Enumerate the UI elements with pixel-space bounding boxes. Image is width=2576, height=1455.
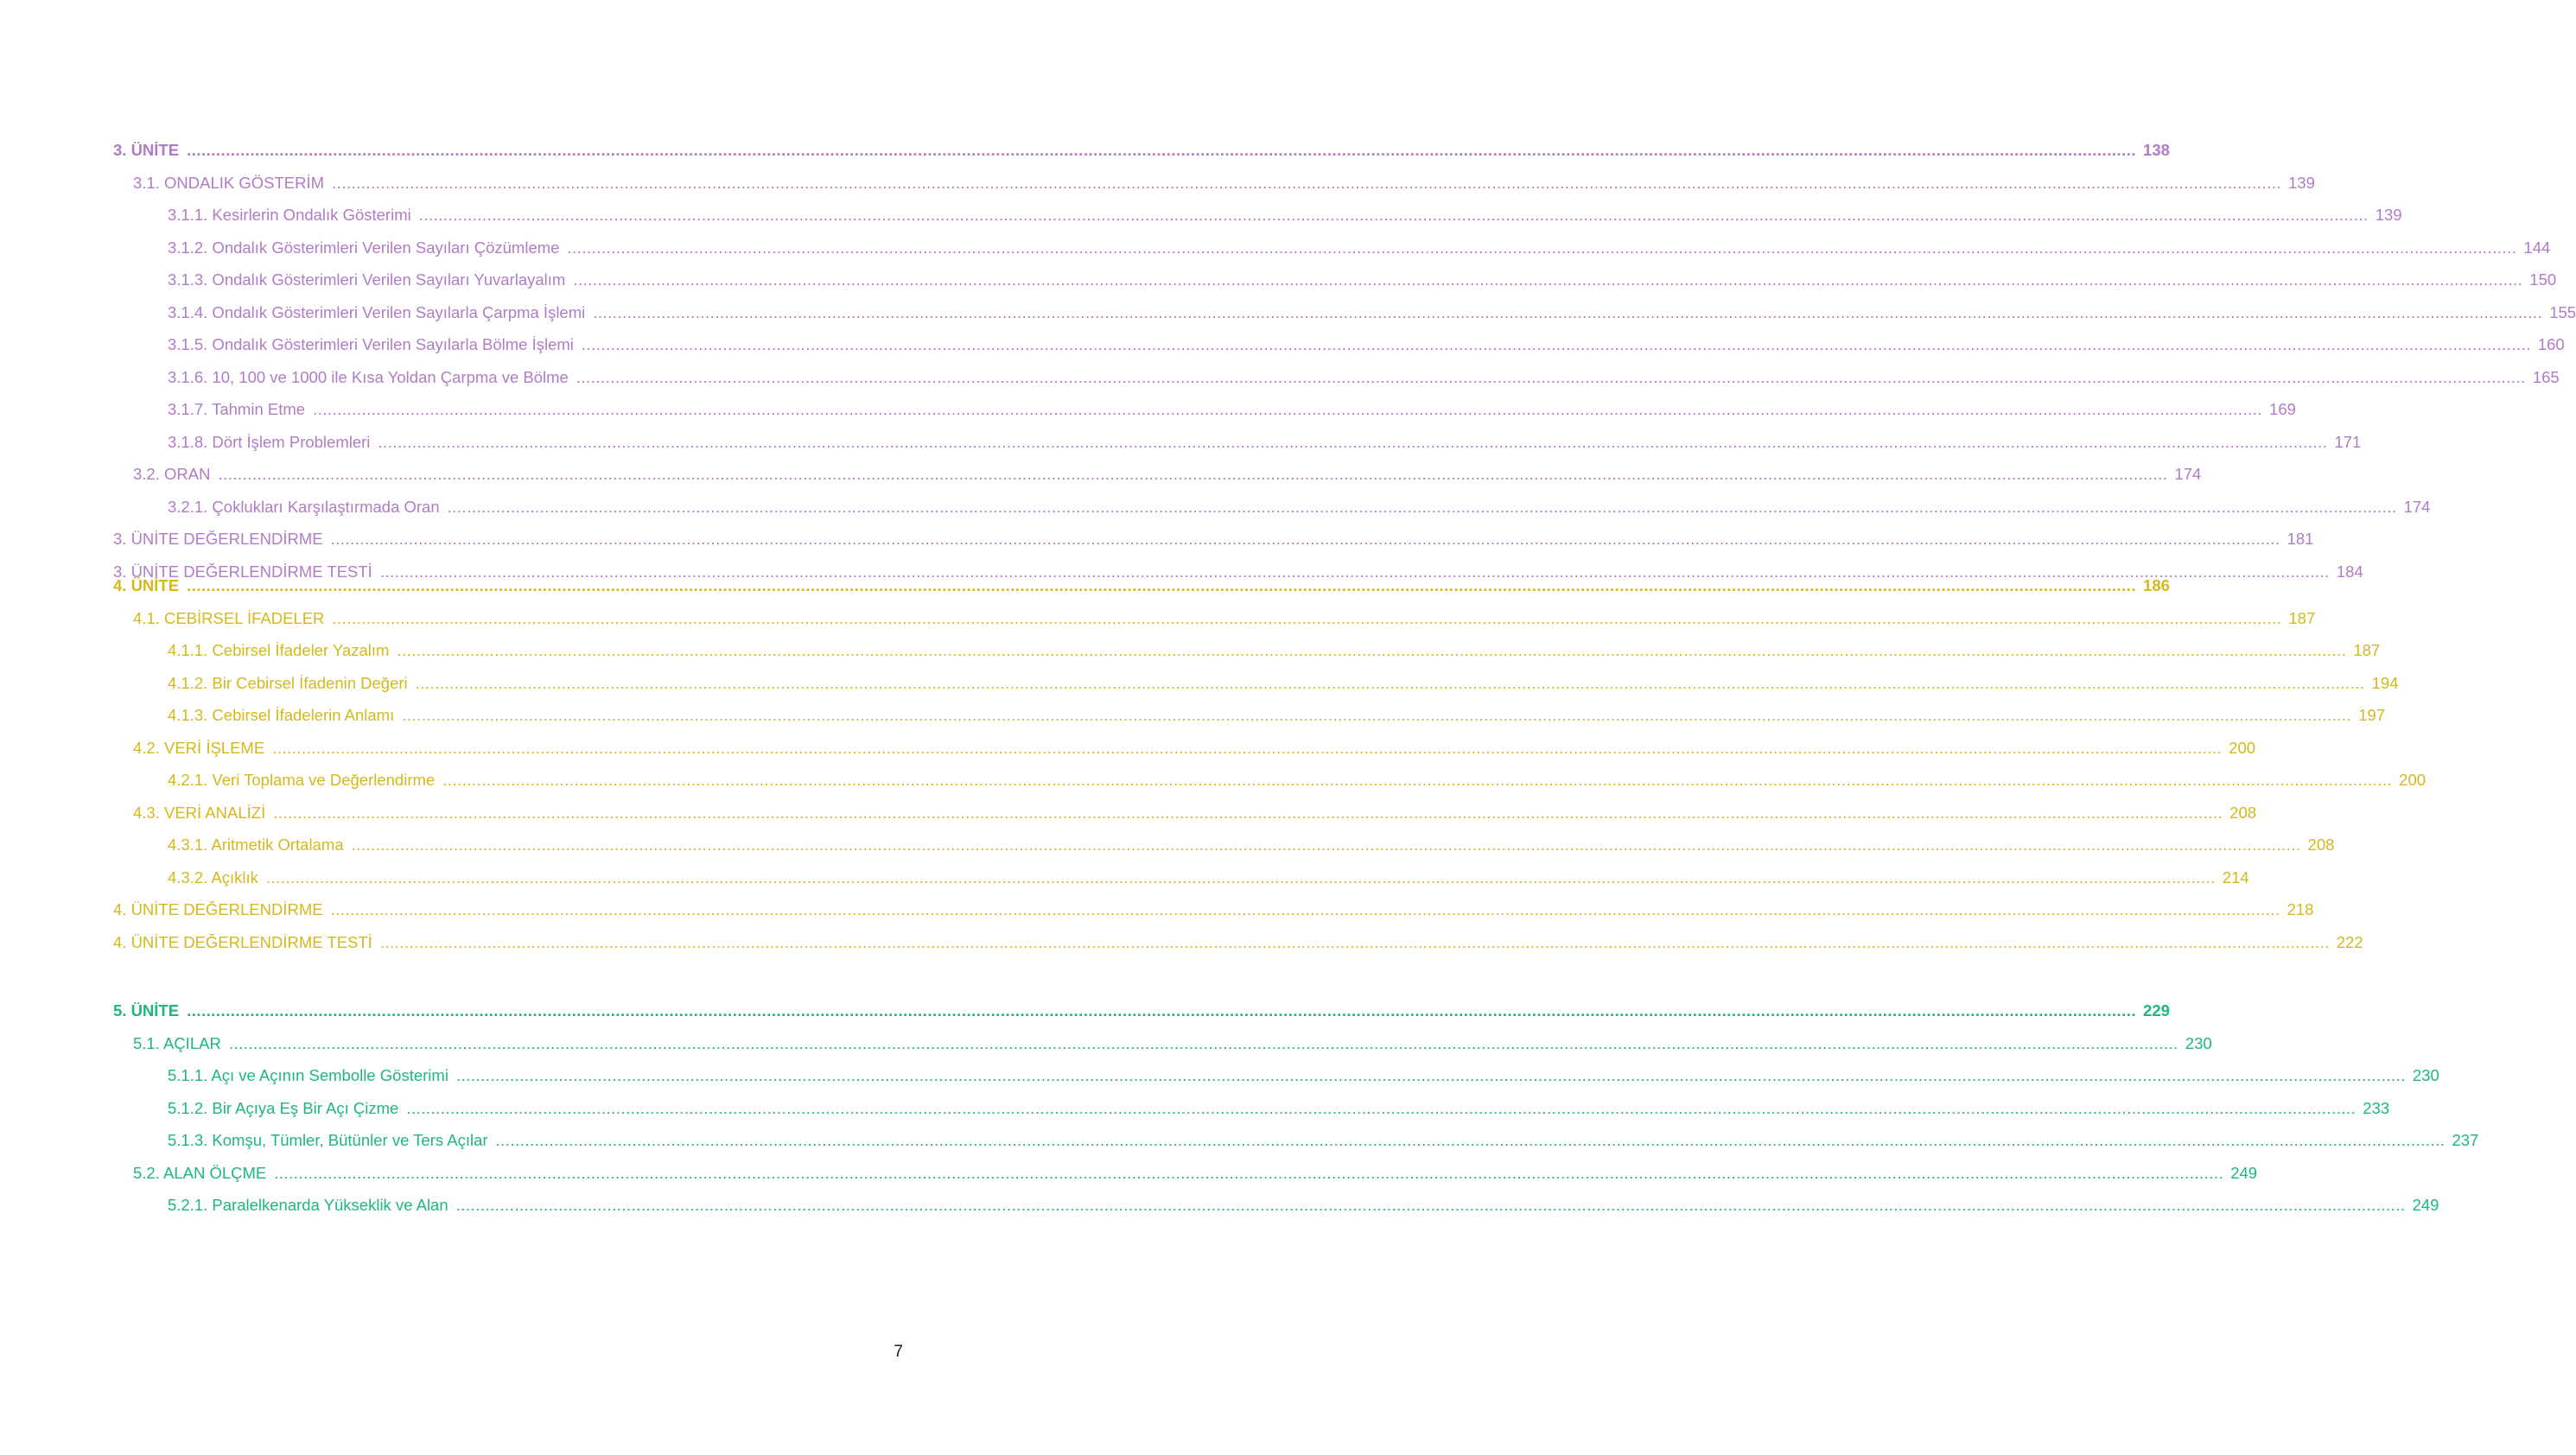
toc-entry[interactable] bbox=[168, 333, 2565, 357]
toc-entry[interactable] bbox=[113, 527, 2314, 551]
dot-leader: ................................................................................................................................................................................................................................................................................................................................................................................................................ bbox=[415, 673, 2365, 692]
toc-entry-title: 3. ÜNİTE bbox=[113, 141, 180, 159]
toc-entry-page: 229 bbox=[2143, 1001, 2170, 1020]
toc-entry-page: 237 bbox=[2452, 1131, 2479, 1149]
toc-entry-page: 184 bbox=[2336, 562, 2363, 581]
dot-leader: ................................................................................................................................................................................................................................................................................................................................................................................................................ bbox=[265, 867, 2216, 886]
dot-leader: ................................................................................................................................................................................................................................................................................................................................................................................................................ bbox=[272, 738, 2223, 757]
dot-leader: ................................................................................................................................................................................................................................................................................................................................................................................................................ bbox=[495, 1131, 2446, 1149]
toc-entry-page: 194 bbox=[2371, 673, 2399, 692]
toc-entry-page: 139 bbox=[2375, 206, 2402, 224]
toc-entry[interactable] bbox=[113, 999, 2170, 1023]
toc-entry-title: 5.1.1. Açı ve Açının Sembolle Gösterimi bbox=[168, 1066, 448, 1084]
toc-entry[interactable] bbox=[133, 607, 2316, 631]
toc-entry-title: 3.2.1. Çoklukları Karşılaştırmada Oran bbox=[168, 497, 440, 516]
dot-leader: ................................................................................................................................................................................................................................................................................................................................................................................................................ bbox=[397, 641, 2347, 659]
toc-entry-title: 3.1.1. Kesirlerin Ondalık Gösterimi bbox=[168, 206, 411, 224]
toc-entry[interactable] bbox=[168, 365, 2560, 390]
toc-entry-title: 4.1. CEBİRSEL İFADELER bbox=[133, 608, 325, 627]
toc-entry-title: 4.3.2. Açıklık bbox=[168, 867, 258, 886]
dot-leader: ................................................................................................................................................................................................................................................................................................................................................................................................................ bbox=[576, 367, 2526, 386]
toc-entry-page: 208 bbox=[2229, 803, 2257, 822]
toc-entry-page: 169 bbox=[2269, 400, 2296, 418]
toc-entry-title: 4.1.3. Cebirsel İfadelerin Anlamı bbox=[168, 706, 395, 724]
toc-entry[interactable] bbox=[168, 268, 2557, 292]
toc-entry-page: 200 bbox=[2229, 738, 2256, 757]
toc-entry-page: 144 bbox=[2523, 238, 2551, 257]
dot-leader: ................................................................................................................................................................................................................................................................................................................................................................................................................ bbox=[187, 576, 2137, 594]
toc-entry-page: 160 bbox=[2537, 335, 2565, 353]
toc-entry[interactable] bbox=[133, 1161, 2258, 1185]
toc-entry-page: 208 bbox=[2307, 836, 2335, 854]
toc-entry-page: 233 bbox=[2363, 1098, 2390, 1117]
dot-leader: ................................................................................................................................................................................................................................................................................................................................................................................................................ bbox=[379, 932, 2330, 951]
dot-leader: ................................................................................................................................................................................................................................................................................................................................................................................................................ bbox=[378, 432, 2328, 451]
toc-entry[interactable] bbox=[168, 639, 2381, 663]
toc-entry-title: 5.1.2. Bir Açıya Eş Bir Açı Çizme bbox=[168, 1098, 399, 1117]
toc-entry[interactable] bbox=[113, 574, 2170, 598]
toc-entry-page: 174 bbox=[2403, 497, 2431, 516]
dot-leader: ................................................................................................................................................................................................................................................................................................................................................................................................................ bbox=[593, 302, 2543, 321]
dot-leader: ................................................................................................................................................................................................................................................................................................................................................................................................................ bbox=[406, 1098, 2357, 1117]
toc-entry-title: 3.1.3. Ondalık Gösterimleri Verilen Sayıları Yuvarlayalım bbox=[168, 270, 566, 289]
dot-leader: ................................................................................................................................................................................................................................................................................................................................................................................................................ bbox=[379, 562, 2330, 581]
dot-leader: ................................................................................................................................................................................................................................................................................................................................................................................................................ bbox=[581, 335, 2531, 353]
toc-entry-page: 186 bbox=[2143, 576, 2170, 594]
toc-entry[interactable] bbox=[168, 671, 2399, 696]
toc-entry-title: 4.2.1. Veri Toplama ve Değerlendirme bbox=[168, 771, 436, 789]
toc-entry[interactable] bbox=[168, 495, 2431, 519]
toc-entry[interactable] bbox=[168, 301, 2576, 325]
toc-entry-page: 249 bbox=[2230, 1163, 2258, 1182]
toc-entry-title: 5.1. AÇILAR bbox=[133, 1033, 221, 1052]
dot-leader: ................................................................................................................................................................................................................................................................................................................................................................................................................ bbox=[273, 803, 2223, 822]
dot-leader: ................................................................................................................................................................................................................................................................................................................................................................................................................ bbox=[442, 771, 2393, 789]
toc-entry-title: 5. ÜNİTE bbox=[113, 1001, 180, 1020]
toc-entry-title: 3.1.7. Tahmin Etme bbox=[168, 400, 306, 418]
toc-entry-title: 5.2. ALAN ÖLÇME bbox=[133, 1163, 267, 1182]
dot-leader: ................................................................................................................................................................................................................................................................................................................................................................................................................ bbox=[332, 608, 2282, 627]
toc-entry[interactable] bbox=[168, 1096, 2390, 1121]
dot-leader: ................................................................................................................................................................................................................................................................................................................................................................................................................ bbox=[455, 1196, 2406, 1214]
toc-entry-title: 4. ÜNİTE bbox=[113, 576, 180, 594]
dot-leader: ................................................................................................................................................................................................................................................................................................................................................................................................................ bbox=[402, 706, 2352, 724]
toc-entry-page: 155 bbox=[2549, 302, 2576, 321]
toc-entry[interactable] bbox=[168, 703, 2386, 728]
toc-entry[interactable] bbox=[133, 462, 2202, 486]
toc-entry-title: 4.1.2. Bir Cebirsel İfadenin Değeri bbox=[168, 673, 408, 692]
dot-leader: ................................................................................................................................................................................................................................................................................................................................................................................................................ bbox=[274, 1163, 2224, 1182]
dot-leader: ................................................................................................................................................................................................................................................................................................................................................................................................................ bbox=[187, 141, 2137, 159]
toc-entry-page: 174 bbox=[2174, 465, 2202, 483]
dot-leader: ................................................................................................................................................................................................................................................................................................................................................................................................................ bbox=[573, 270, 2523, 289]
toc-entry[interactable] bbox=[168, 397, 2296, 422]
toc-entry[interactable] bbox=[113, 931, 2363, 955]
toc-entry-title: 4.3.1. Aritmetik Ortalama bbox=[168, 836, 344, 854]
toc-entry-page: 187 bbox=[2353, 641, 2381, 659]
toc-entry-title: 4.3. VERİ ANALİZİ bbox=[133, 803, 266, 822]
toc-entry-title: 3.1.4. Ondalık Gösterimleri Verilen Sayılarla Çarpma İşlemi bbox=[168, 302, 586, 321]
toc-entry[interactable] bbox=[133, 801, 2257, 825]
dot-leader: ................................................................................................................................................................................................................................................................................................................................................................................................................ bbox=[332, 173, 2281, 192]
toc-entry[interactable] bbox=[168, 1064, 2439, 1088]
toc-entry[interactable] bbox=[168, 1128, 2479, 1153]
toc-entry-title: 4.1.1. Cebirsel İfadeler Yazalım bbox=[168, 641, 390, 659]
toc-entry-page: 197 bbox=[2358, 706, 2386, 724]
toc-entry[interactable] bbox=[133, 736, 2256, 760]
toc-entry-title: 3.1.5. Ondalık Gösterimleri Verilen Sayılarla Bölme İşlemi bbox=[168, 335, 574, 353]
dot-leader: ................................................................................................................................................................................................................................................................................................................................................................................................................ bbox=[228, 1033, 2178, 1052]
dot-leader: ................................................................................................................................................................................................................................................................................................................................................................................................................ bbox=[447, 497, 2397, 516]
toc-entry[interactable] bbox=[168, 430, 2362, 454]
toc-entry-title: 4.2. VERİ İŞLEME bbox=[133, 738, 265, 757]
toc-entry[interactable] bbox=[168, 833, 2335, 857]
dot-leader: ................................................................................................................................................................................................................................................................................................................................................................................................................ bbox=[313, 400, 2263, 418]
toc-entry-title: 3.2. ORAN bbox=[133, 465, 211, 483]
toc-entry-page: 222 bbox=[2336, 932, 2363, 951]
toc-entry[interactable] bbox=[168, 203, 2402, 227]
toc-entry[interactable] bbox=[168, 768, 2427, 792]
dot-leader: ................................................................................................................................................................................................................................................................................................................................................................................................................ bbox=[567, 238, 2517, 257]
toc-entry[interactable] bbox=[168, 1193, 2439, 1217]
toc-entry-title: 5.1.3. Komşu, Tümler, Bütünler ve Ters Açılar bbox=[168, 1131, 488, 1149]
toc-entry-page: 150 bbox=[2529, 270, 2557, 289]
toc-entry-page: 171 bbox=[2334, 432, 2362, 451]
dot-leader: ................................................................................................................................................................................................................................................................................................................................................................................................................ bbox=[330, 900, 2280, 918]
toc-entry-page: 230 bbox=[2185, 1033, 2212, 1052]
toc-entry-page: 138 bbox=[2143, 141, 2170, 159]
toc-entry-title: 4. ÜNİTE DEĞERLENDİRME TESTİ bbox=[113, 932, 372, 951]
toc-entry-title: 5.2.1. Paralelkenarda Yükseklik ve Alan bbox=[168, 1196, 448, 1214]
toc-entry-page: 214 bbox=[2222, 867, 2249, 886]
toc-entry-page: 165 bbox=[2532, 367, 2560, 386]
toc-entry-title: 3.1. ONDALIK GÖSTERİM bbox=[133, 173, 325, 192]
toc-entry[interactable] bbox=[113, 898, 2314, 922]
toc-entry[interactable] bbox=[133, 1032, 2212, 1056]
toc-entry[interactable] bbox=[168, 236, 2551, 260]
toc-entry[interactable] bbox=[168, 866, 2249, 890]
dot-leader: ................................................................................................................................................................................................................................................................................................................................................................................................................ bbox=[351, 836, 2301, 854]
dot-leader: ................................................................................................................................................................................................................................................................................................................................................................................................................ bbox=[330, 530, 2280, 548]
dot-leader: ................................................................................................................................................................................................................................................................................................................................................................................................................ bbox=[187, 1001, 2137, 1020]
toc-entry-title: 4. ÜNİTE DEĞERLENDİRME bbox=[113, 900, 323, 918]
toc-entry-title: 3. ÜNİTE DEĞERLENDİRME bbox=[113, 530, 323, 548]
page-number: 7 bbox=[894, 1343, 903, 1361]
dot-leader: ................................................................................................................................................................................................................................................................................................................................................................................................................ bbox=[218, 465, 2168, 483]
toc-entry[interactable] bbox=[133, 171, 2315, 195]
toc-entry-title: 3.1.6. 10, 100 ve 1000 ile Kısa Yoldan Çarpma ve Bölme bbox=[168, 367, 569, 386]
dot-leader: ................................................................................................................................................................................................................................................................................................................................................................................................................ bbox=[418, 206, 2369, 224]
toc-entry[interactable] bbox=[113, 138, 2170, 162]
toc-entry-page: 218 bbox=[2287, 900, 2314, 918]
toc-entry-page: 249 bbox=[2412, 1196, 2439, 1214]
toc-entry-title: 3. ÜNİTE DEĞERLENDİRME TESTİ bbox=[113, 562, 372, 581]
toc-entry-page: 181 bbox=[2287, 530, 2314, 548]
toc-entry-page: 139 bbox=[2288, 173, 2315, 192]
toc-entry-title: 3.1.8. Dört İşlem Problemleri bbox=[168, 432, 371, 451]
toc-entry-page: 230 bbox=[2412, 1066, 2439, 1084]
dot-leader: ................................................................................................................................................................................................................................................................................................................................................................................................................ bbox=[455, 1066, 2406, 1084]
toc-entry-page: 187 bbox=[2288, 608, 2316, 627]
toc-entry-page: 200 bbox=[2399, 771, 2427, 789]
toc-entry-title: 3.1.2. Ondalık Gösterimleri Verilen Sayıları Çözümleme bbox=[168, 238, 560, 257]
